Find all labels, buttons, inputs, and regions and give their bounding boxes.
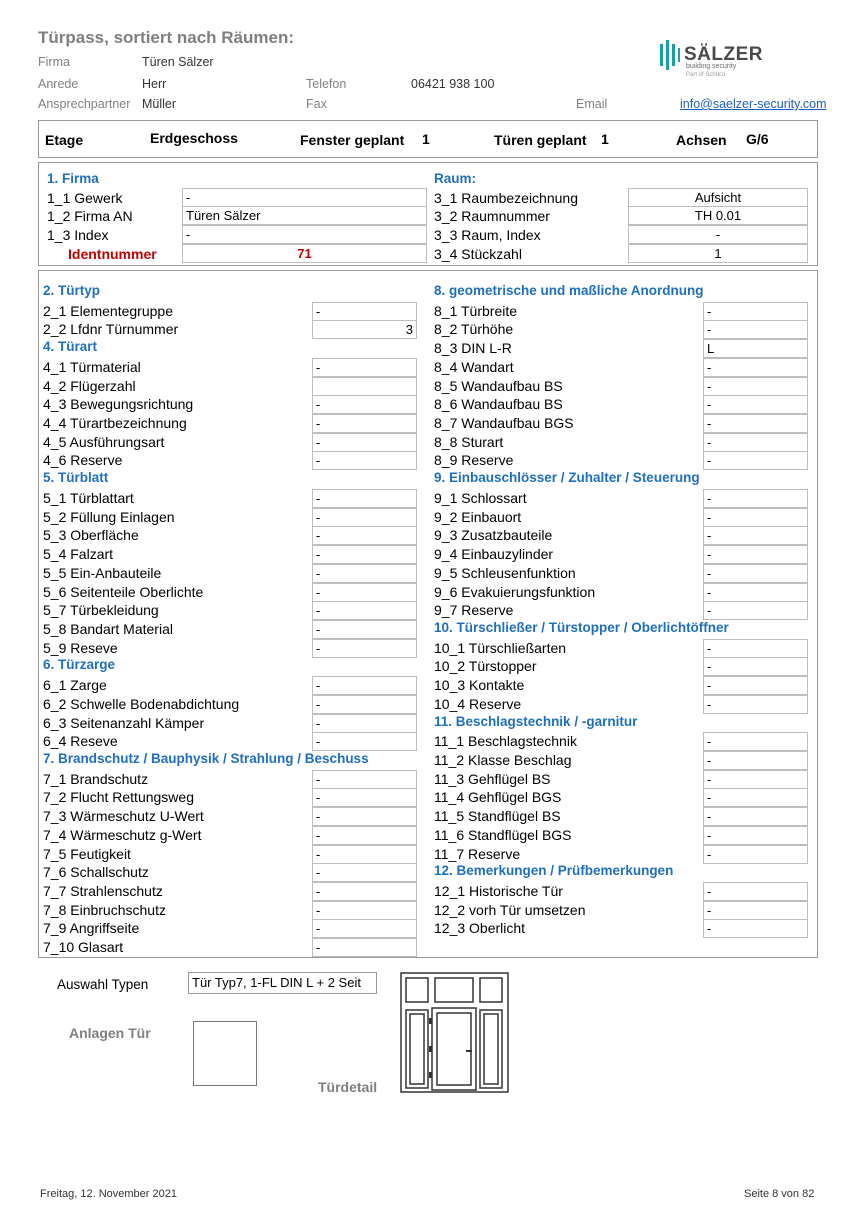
field-input[interactable]: - <box>312 732 417 751</box>
field-input[interactable]: - <box>703 302 808 321</box>
gewerk-label: 1_1 Gewerk <box>47 190 123 206</box>
auswahl-typen-field[interactable]: Tür Typ7, 1-FL DIN L + 2 Seit <box>188 972 377 994</box>
firma-an-label: 1_2 Firma AN <box>47 208 133 224</box>
field-label: 9_3 Zusatzbauteile <box>434 527 553 543</box>
field-input[interactable]: - <box>703 770 808 789</box>
field-input[interactable]: - <box>312 526 417 545</box>
field-label: 11_4 Gehflügel BGS <box>434 789 562 805</box>
field-label: 8_6 Wandaufbau BS <box>434 396 563 412</box>
field-label: 7_2 Flucht Rettungsweg <box>43 789 194 805</box>
identnummer-label: Identnummer <box>68 246 157 262</box>
field-label: 4_1 Türmaterial <box>43 359 141 375</box>
raum-row-label: 3_1 Raumbezeichnung <box>434 190 578 206</box>
field-input[interactable]: - <box>312 919 417 938</box>
field-label: 2_2 Lfdnr Türnummer <box>43 321 179 337</box>
field-label: 8_4 Wandart <box>434 359 514 375</box>
field-label: 11_7 Reserve <box>434 846 521 862</box>
field-input[interactable]: - <box>703 732 808 751</box>
field-input[interactable]: - <box>703 320 808 339</box>
field-label: 11_2 Klasse Beschlag <box>434 752 572 768</box>
gewerk-field[interactable]: - <box>182 188 427 207</box>
door-drawing <box>400 972 510 1094</box>
firma-value: Türen Sälzer <box>142 55 214 69</box>
field-input[interactable]: - <box>312 601 417 620</box>
email-label: Email <box>576 97 608 111</box>
achsen-label: Achsen <box>676 132 727 148</box>
field-label: 5_9 Reseve <box>43 640 118 656</box>
field-input[interactable]: - <box>312 451 417 470</box>
field-input[interactable]: - <box>703 676 808 695</box>
field-input[interactable]: - <box>312 433 417 452</box>
field-input[interactable]: - <box>703 807 808 826</box>
logo-subtitle-2: Part of Schüco <box>686 72 726 78</box>
telefon-label: Telefon <box>306 77 347 91</box>
identnummer-field[interactable]: 71 <box>182 244 427 263</box>
field-input[interactable]: - <box>703 395 808 414</box>
achsen-value: G/6 <box>746 131 769 147</box>
field-label: 5_8 Bandart Material <box>43 621 173 637</box>
raum-row-label: 3_4 Stückzahl <box>434 246 522 262</box>
field-input[interactable]: - <box>703 526 808 545</box>
fenster-label: Fenster geplant <box>300 132 405 148</box>
field-input[interactable] <box>312 377 417 396</box>
footer-page: Seite 8 von 82 <box>744 1188 815 1200</box>
field-input[interactable]: - <box>703 433 808 452</box>
field-input[interactable]: - <box>703 489 808 508</box>
field-input[interactable]: - <box>312 564 417 583</box>
field-label: 11_5 Standflügel BS <box>434 808 561 824</box>
field-input[interactable]: - <box>312 882 417 901</box>
field-input[interactable]: L <box>703 339 808 358</box>
raum-row-label: 3_3 Raum, Index <box>434 227 541 243</box>
field-input[interactable]: - <box>312 863 417 882</box>
field-label: 12_2 vorh Tür umsetzen <box>434 902 586 918</box>
field-label: 9_5 Schleusenfunktion <box>434 565 576 581</box>
section-heading-s12: 12. Bemerkungen / Prüfbemerkungen <box>434 863 674 878</box>
field-label: 5_2 Füllung Einlagen <box>43 509 175 525</box>
anrede-label: Anrede <box>38 77 79 91</box>
firma-an-field[interactable]: Türen Sälzer <box>182 206 427 225</box>
field-label: 6_4 Reseve <box>43 733 118 749</box>
index-label: 1_3 Index <box>47 227 109 243</box>
etage-label: Etage <box>45 132 84 148</box>
field-label: 4_6 Reserve <box>43 452 123 468</box>
section-heading-s7: 7. Brandschutz / Bauphysik / Strahlung / Beschuss <box>43 751 369 766</box>
field-label: 6_1 Zarge <box>43 677 107 693</box>
section-heading-s4: 4. Türart <box>43 339 98 354</box>
field-input[interactable]: - <box>312 845 417 864</box>
raum-row-field[interactable]: 1 <box>628 244 808 263</box>
field-input[interactable]: - <box>703 901 808 920</box>
field-label: 6_3 Seitenanzahl Kämper <box>43 715 205 731</box>
field-label: 5_1 Türblattart <box>43 490 134 506</box>
etage-value: Erdgeschoss <box>150 130 238 146</box>
section-heading-s9: 9. Einbauschlösser / Zuhalter / Steuerung <box>434 470 700 485</box>
email-link[interactable]: info@saelzer-security.com <box>680 97 827 111</box>
field-label: 9_7 Reserve <box>434 602 514 618</box>
field-label: 9_2 Einbauort <box>434 509 522 525</box>
field-input[interactable]: - <box>312 620 417 639</box>
field-label: 5_4 Falzart <box>43 546 114 562</box>
field-label: 7_10 Glasart <box>43 939 124 955</box>
field-input[interactable]: - <box>312 583 417 602</box>
field-label: 8_5 Wandaufbau BS <box>434 378 563 394</box>
field-label: 8_2 Türhöhe <box>434 321 514 337</box>
section-heading-s11: 11. Beschlagstechnik / -garnitur <box>434 714 638 729</box>
field-input[interactable]: - <box>703 845 808 864</box>
field-input[interactable]: - <box>703 564 808 583</box>
anrede-value: Herr <box>142 77 167 91</box>
field-input[interactable]: - <box>312 508 417 527</box>
field-label: 11_3 Gehflügel BS <box>434 771 551 787</box>
field-label: 4_3 Bewegungsrichtung <box>43 396 194 412</box>
field-input[interactable]: - <box>703 451 808 470</box>
field-input[interactable]: - <box>312 489 417 508</box>
field-input[interactable]: - <box>703 639 808 658</box>
firma-label: Firma <box>38 55 70 69</box>
field-label: 9_4 Einbauzylinder <box>434 546 554 562</box>
field-label: 7_5 Feutigkeit <box>43 846 131 862</box>
ansprechpartner-value: Müller <box>142 97 177 111</box>
field-input[interactable]: - <box>703 583 808 602</box>
field-label: 6_2 Schwelle Bodenabdichtung <box>43 696 240 712</box>
field-input[interactable]: - <box>703 601 808 620</box>
fax-label: Fax <box>306 97 327 111</box>
field-label: 7_4 Wärmeschutz g-Wert <box>43 827 202 843</box>
field-label: 4_5 Ausführungsart <box>43 434 165 450</box>
auswahl-typen-label: Auswahl Typen <box>57 977 149 992</box>
field-label: 10_1 Türschließarten <box>434 640 567 656</box>
field-input[interactable]: - <box>703 788 808 807</box>
field-label: 8_1 Türbreite <box>434 303 518 319</box>
field-input[interactable]: - <box>703 414 808 433</box>
field-input[interactable]: - <box>312 788 417 807</box>
page-title: Türpass, sortiert nach Räumen: <box>38 28 295 47</box>
section-heading-s5: 5. Türblatt <box>43 470 109 485</box>
field-label: 12_3 Oberlicht <box>434 920 526 936</box>
field-label: 10_2 Türstopper <box>434 658 537 674</box>
logo-subtitle: building security <box>686 63 737 70</box>
section-heading-s2: 2. Türtyp <box>43 283 101 298</box>
fenster-value: 1 <box>422 131 430 147</box>
logo-name: SÄLZER <box>684 44 763 65</box>
raum-row-label: 3_2 Raumnummer <box>434 208 550 224</box>
ansprechpartner-label: Ansprechpartner <box>38 97 131 111</box>
field-label: 9_1 Schlossart <box>434 490 527 506</box>
field-label: 5_6 Seitenteile Oberlichte <box>43 584 204 600</box>
field-input[interactable]: - <box>312 714 417 733</box>
field-label: 7_8 Einbruchschutz <box>43 902 166 918</box>
field-input[interactable]: - <box>312 395 417 414</box>
field-input[interactable]: - <box>312 545 417 564</box>
field-input[interactable]: - <box>703 882 808 901</box>
field-label: 8_9 Reserve <box>434 452 514 468</box>
field-input[interactable]: - <box>312 826 417 845</box>
field-input[interactable]: - <box>703 508 808 527</box>
section-heading-s10: 10. Türschließer / Türstopper / Oberlichtöffner <box>434 620 729 635</box>
field-label: 2_1 Elementegruppe <box>43 303 173 319</box>
anlagen-tuer-box[interactable] <box>193 1021 257 1086</box>
raum-row-field[interactable]: Aufsicht <box>628 188 808 207</box>
section-heading-s6: 6. Türzarge <box>43 657 116 672</box>
field-input[interactable]: - <box>312 302 417 321</box>
field-label: 7_6 Schallschutz <box>43 864 149 880</box>
field-input[interactable]: - <box>703 657 808 676</box>
field-label: 10_4 Reserve <box>434 696 522 712</box>
field-input[interactable]: - <box>312 414 417 433</box>
field-input[interactable]: - <box>703 545 808 564</box>
firma-heading: 1. Firma <box>47 171 99 186</box>
field-input[interactable]: - <box>703 377 808 396</box>
footer-date: Freitag, 12. November 2021 <box>40 1188 177 1200</box>
field-input[interactable]: - <box>703 751 808 770</box>
field-label: 5_7 Türbekleidung <box>43 602 159 618</box>
field-label: 4_2 Flügerzahl <box>43 378 136 394</box>
raum-row-field[interactable]: TH 0.01 <box>628 206 808 225</box>
raum-heading: Raum: <box>434 171 477 186</box>
tueren-value: 1 <box>601 131 609 147</box>
field-label: 11_1 Beschlagstechnik <box>434 733 577 749</box>
tueren-label: Türen geplant <box>494 132 587 148</box>
field-label: 7_7 Strahlenschutz <box>43 883 163 899</box>
field-input[interactable]: - <box>312 358 417 377</box>
field-label: 9_6 Evakuierungsfunktion <box>434 584 596 600</box>
field-input[interactable]: - <box>312 938 417 957</box>
field-input[interactable]: - <box>312 807 417 826</box>
field-label: 11_6 Standflügel BGS <box>434 827 572 843</box>
field-label: 4_4 Türartbezeichnung <box>43 415 187 431</box>
field-input[interactable]: 3 <box>312 320 417 339</box>
raum-row-field[interactable]: - <box>628 225 808 244</box>
field-label: 8_3 DIN L-R <box>434 340 512 356</box>
field-label: 5_5 Ein-Anbauteile <box>43 565 162 581</box>
field-label: 8_8 Sturart <box>434 434 504 450</box>
field-input[interactable]: - <box>312 770 417 789</box>
field-input[interactable]: - <box>312 639 417 658</box>
anlagen-tuer-label: Anlagen Tür <box>69 1025 151 1041</box>
field-label: 8_7 Wandaufbau BGS <box>434 415 574 431</box>
saelzer-logo-icon <box>658 40 682 72</box>
index-field[interactable]: - <box>182 225 427 244</box>
field-label: 7_1 Brandschutz <box>43 771 149 787</box>
field-label: 7_3 Wärmeschutz U-Wert <box>43 808 204 824</box>
field-input[interactable]: - <box>703 919 808 938</box>
field-input[interactable]: - <box>703 826 808 845</box>
section-heading-s8: 8. geometrische und maßliche Anordnung <box>434 283 704 298</box>
field-label: 5_3 Oberfläche <box>43 527 139 543</box>
field-input[interactable]: - <box>312 695 417 714</box>
telefon-value: 06421 938 100 <box>411 77 495 91</box>
field-input[interactable]: - <box>312 676 417 695</box>
field-input[interactable]: - <box>312 901 417 920</box>
tuerdetail-label: Türdetail <box>318 1079 378 1095</box>
field-label: 7_9 Angriffseite <box>43 920 140 936</box>
field-label: 10_3 Kontakte <box>434 677 525 693</box>
field-input[interactable]: - <box>703 695 808 714</box>
field-label: 12_1 Historische Tür <box>434 883 563 899</box>
field-input[interactable]: - <box>703 358 808 377</box>
